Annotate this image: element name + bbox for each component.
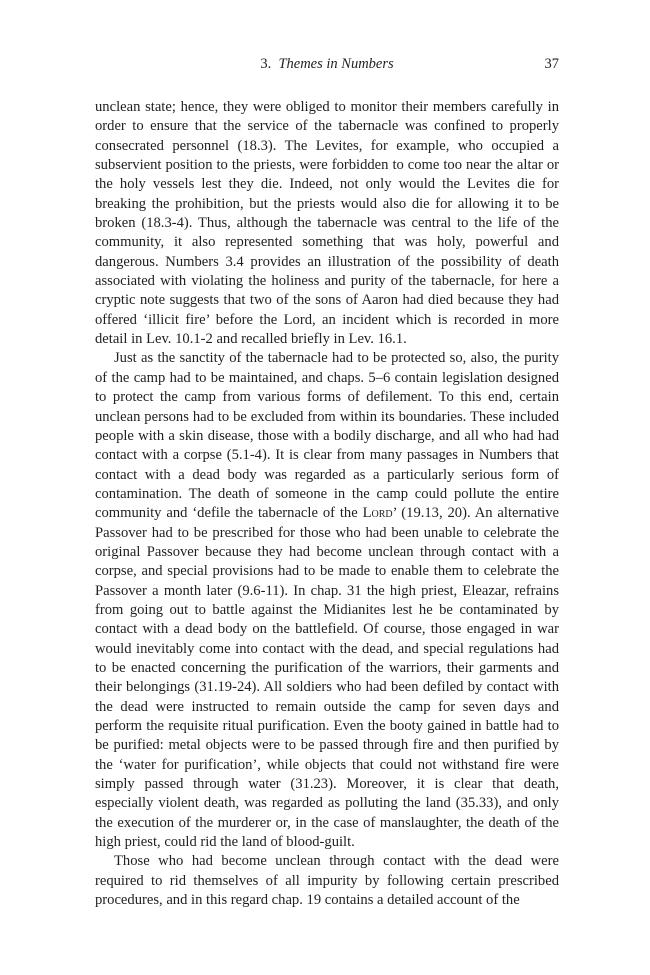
- body-text: [95, 98, 559, 910]
- paragraph-2: [95, 349, 559, 852]
- paragraph-3: [95, 852, 559, 910]
- paragraph-3-text: Those who had become unclean through contact with the dead were required to rid themselves of all impurity by following certain prescribed procedures, and in this regard chap. 19 contains a detailed account of the: [95, 853, 559, 909]
- running-header: [95, 56, 559, 76]
- running-title: [95, 56, 559, 73]
- paragraph-1-text: unclean state; hence, they were obliged to monitor their members carefully in order to ensure that the service of the tabernacle was confined to properly consecrated personnel (18.3). The Levites, for example, who occupied a subservient position to the priests, were forbidden to come too near the altar or the holy vessels lest they die. Indeed, not only would the Levites die for breaking the prohibition, but the priests would also die for allowing it to be broken (18.3-4). Thus, although the tabernacle was central to the life of the community, it also represented something that was holy, powerful and dangerous. Numbers 3.4 provides an illustration of the possibility of death associated with violating the holiness and purity of the tabernacle, for here a cryptic note suggests that two of the sons of Aaron had died because they had offered ‘illicit fire’ before the Lord, an incident which is recorded in more detail in Lev. 10.1-2 and recalled briefly in Lev. 16.1.: [95, 99, 559, 348]
- paragraph-2-text-after: ’ (19.13, 20). An alternative Passover had to be prescribed for those who had been unable to celebrate the original Passover because they had become unclean through contact with a corpse, and special provisions had to be made to enable them to celebrate the Passover a month later (9.6-11). In chap. 31 the high priest, Eleazar, refrains from going out to battle against the Midianites lest he be contaminated by contact with a dead body on the battlefield. Of course, those engaged in war would inevitably come into contact with the dead, and special regulations had to be enacted concerning the purification of the warriors, their garments and their belongings (31.19-24). All soldiers who had been defiled by contact with the dead were instructed to remain outside the camp for seven days and perform the requisite ritual purification. Even the booty gained in battle had to be purified: metal objects were to be passed through fire and then purified by the ‘water for purification’, while objects that could not withstand fire were simply passed through water (31.23). Moreover, it is clear that death, especially violent death, was regarded as polluting the land (35.33), and only the execution of the murderer or, in the case of manslaughter, the death of the high priest, could rid the land of blood-guilt.: [95, 505, 559, 851]
- paragraph-1: [95, 98, 559, 349]
- chapter-number: 3.: [260, 56, 272, 72]
- page-number: 37: [544, 56, 559, 72]
- paragraph-2-text-before: Just as the sanctity of the tabernacle had to be protected so, also, the purity of the camp had to be maintained, and chaps. 5–6 contain legislation designed to protect the camp from various forms of defilement. To this end, certain unclean persons had to be excluded from within its boundaries. These included people with a skin disease, those with a bodily discharge, and all who had had contact with a corpse (5.1-4). It is clear from many passages in Numbers that contact with a dead body was regarded as a particularly serious form of contamination. The death of someone in the camp could pollute the entire community and ‘defile the tabernacle of the: [95, 350, 559, 522]
- lord-small-caps: Lord: [362, 505, 393, 522]
- chapter-title: Themes in Numbers: [278, 56, 394, 72]
